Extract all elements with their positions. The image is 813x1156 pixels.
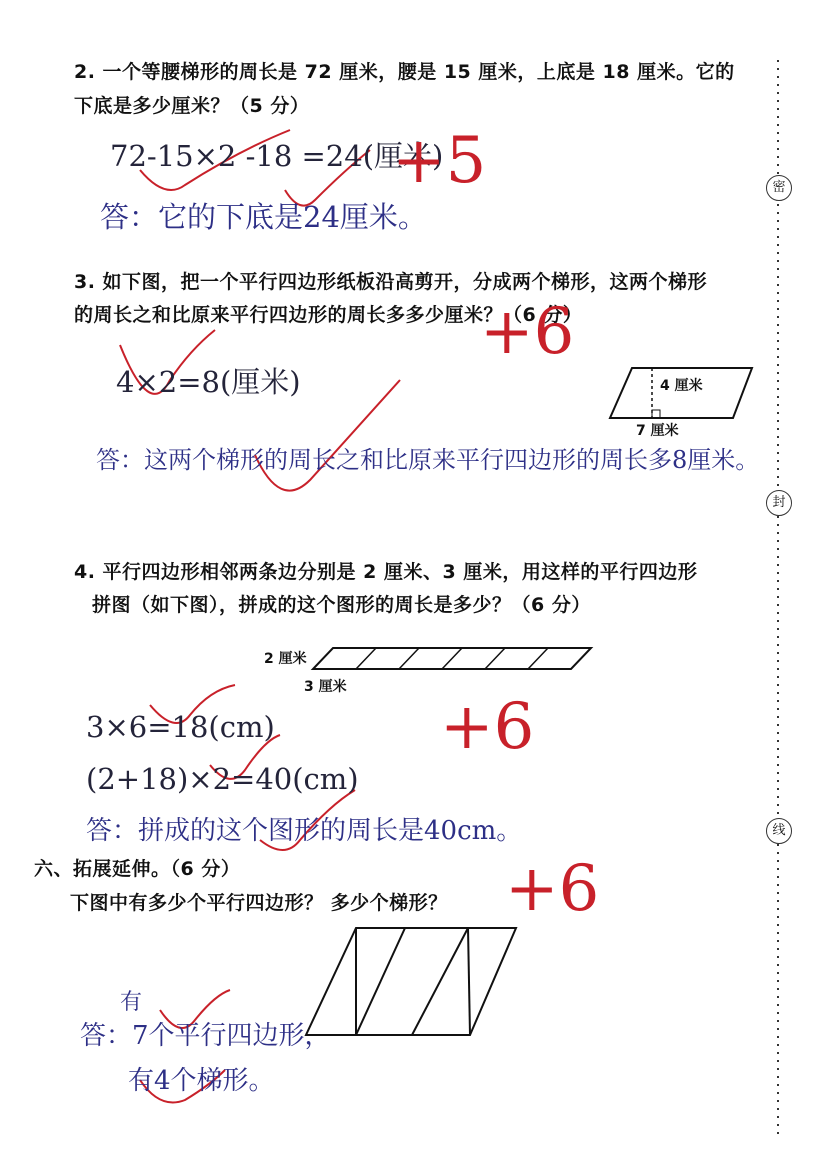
q4-figure — [313, 648, 591, 669]
q4-work1: 3×6=18(cm) — [86, 710, 275, 744]
q4-answer: 答：拼成的这个图形的周长是40cm。 — [86, 816, 523, 846]
s6-score: +6 — [505, 852, 600, 926]
q2-score: +5 — [392, 124, 487, 198]
margin-seal-feng: 封 — [766, 490, 792, 516]
q4-score: +6 — [440, 690, 535, 764]
s6-question: 下图中有多少个平行四边形？ 多少个梯形？ — [70, 892, 448, 914]
q4-fig-side: 2 厘米 — [264, 651, 307, 667]
q3-score: +6 — [480, 295, 575, 369]
s6-answer2: 有4个梯形。 — [128, 1066, 275, 1096]
q3-fig-height: 4 厘米 — [660, 378, 703, 394]
s6-title: 六、拓展延伸。（6 分） — [34, 858, 241, 880]
q4-work2: (2+18)×2=40(cm) — [86, 762, 359, 796]
q4-fig-base: 3 厘米 — [304, 679, 347, 695]
q3-text-line1: 3. 如下图，把一个平行四边形纸板沿高剪开，分成两个梯形，这两个梯形 — [74, 271, 708, 293]
q3-text-line2: 的周长之和比原来平行四边形的周长多多少厘米？（6 分） — [74, 304, 583, 326]
q4-text-line1: 4. 平行四边形相邻两条边分别是 2 厘米、3 厘米，用这样的平行四边形 — [74, 561, 698, 583]
q2-work: 72-15×2 -18 =24(厘米) — [110, 139, 444, 173]
q4-text-line2: 拼图（如下图），拼成的这个图形的周长是多少？（6 分） — [92, 594, 591, 616]
q2-answer: 答：它的下底是24厘米。 — [100, 200, 427, 234]
margin-seal-mi: 密 — [766, 175, 792, 201]
q3-work: 4×2=8(厘米) — [116, 365, 301, 399]
q3-fig-base: 7 厘米 — [636, 423, 679, 439]
s6-answer-prefix: 有 — [120, 990, 143, 1015]
s6-answer1: 答：7个平行四边形， — [80, 1021, 331, 1051]
margin-seal-xian: 线 — [766, 818, 792, 844]
s6-figure — [306, 928, 516, 1035]
q3-answer: 答：这两个梯形的周长之和比原来平行四边形的周长多8厘米。 — [96, 446, 760, 474]
q2-text-line1: 2. 一个等腰梯形的周长是 72 厘米，腰是 15 厘米，上底是 18 厘米。它的 — [74, 61, 735, 83]
q2-text-line2: 下底是多少厘米？（5 分） — [74, 95, 310, 117]
